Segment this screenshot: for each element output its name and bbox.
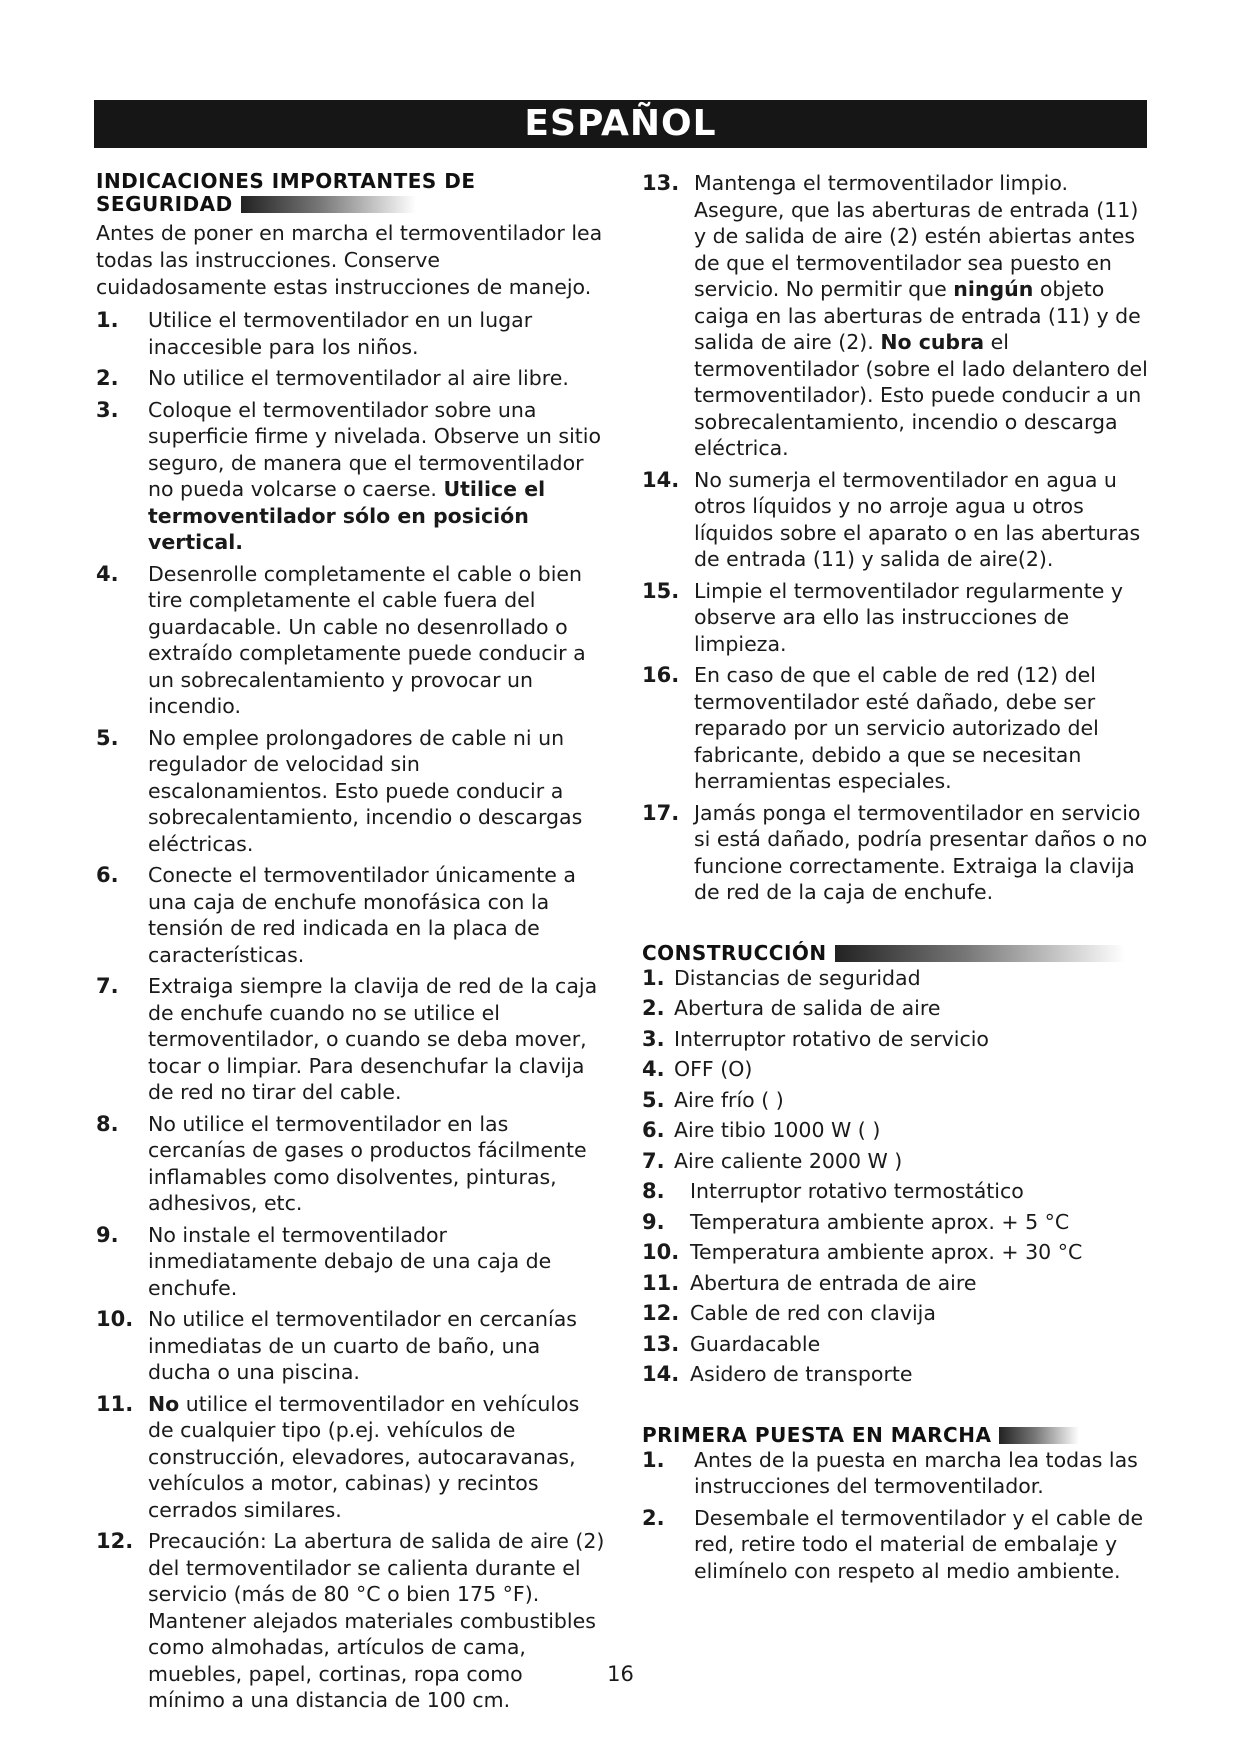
item-number: 5. xyxy=(96,725,119,750)
list-item xyxy=(642,1026,1152,1053)
list-item xyxy=(642,170,1152,462)
item-number: 10. xyxy=(642,1240,680,1264)
item-number: 2. xyxy=(642,1505,665,1530)
item-text: Interruptor rotativo de servicio xyxy=(674,1026,989,1051)
list-item xyxy=(642,1361,1152,1388)
item-text: Conecte el termoventilador únicamente a una caja de enchufe monofásica con la tensión de red indicada en la placa de características. xyxy=(148,863,576,967)
item-number: 13. xyxy=(642,1331,680,1356)
safety-intro: Antes de poner en marcha el termoventilador lea todas las instrucciones. Conserve cuidadosamente estas instrucciones de manejo. xyxy=(96,221,603,299)
list-item xyxy=(96,365,606,392)
list-item xyxy=(642,800,1152,906)
item-text: Cable de red con clavija xyxy=(690,1301,936,1325)
list-item xyxy=(96,1391,606,1524)
list-item xyxy=(642,578,1152,658)
safety-heading-text: INDICACIONES IMPORTANTES DE SEGURIDAD xyxy=(96,169,476,216)
item-text: Distancias de seguridad xyxy=(674,965,921,990)
item-number: 5. xyxy=(642,1087,665,1112)
item-bold-text: No cubra xyxy=(880,330,985,354)
item-number: 2. xyxy=(642,996,665,1020)
construction-section xyxy=(642,942,1152,1388)
list-item xyxy=(642,662,1152,795)
first-use-heading-text: PRIMERA PUESTA EN MARCHA xyxy=(642,1422,992,1447)
item-number: 12. xyxy=(96,1529,134,1553)
list-item xyxy=(96,397,606,556)
item-text: Aire caliente 2000 W ) xyxy=(674,1148,903,1173)
item-number: 16. xyxy=(642,663,680,687)
item-text: Desembale el termoventilador y el cable de red, retire todo el material de embalaje y elimínelo con respeto al medio ambiente. xyxy=(694,1505,1144,1583)
item-text: Aire tibio 1000 W ( ) xyxy=(674,1118,881,1142)
item-text: Abertura de salida de aire xyxy=(674,996,941,1020)
item-text: objeto caiga en las aberturas de entrada (11) y de salida de aire (2). xyxy=(694,277,1141,354)
language-banner: ESPAÑOL xyxy=(94,100,1147,148)
item-text: Coloque el termoventilador sobre una superficie firme y nivelada. Observe un sitio seguro, de manera que el termoventilador no pueda volcarse o caerse. xyxy=(148,397,602,501)
heading-bar xyxy=(999,1427,1079,1444)
item-number: 8. xyxy=(96,1111,119,1136)
heading-bar xyxy=(835,945,1125,962)
item-number: 10. xyxy=(96,1307,134,1331)
item-number: 7. xyxy=(96,974,119,998)
item-text: Desenrolle completamente el cable o bien tire completamente el cable fuera del guardacable. Un cable no desenrollado o extraído completamente puede conducir a un sobrecalentamiento y provocar un incendio. xyxy=(148,561,586,718)
item-number: 4. xyxy=(642,1057,665,1081)
item-text: No emplee prolongadores de cable ni un regulador de velocidad sin escalonamientos. Esto puede conducir a sobrecalentamiento, incendio o descargas eléctricas. xyxy=(148,725,583,856)
item-number: 1. xyxy=(642,965,665,990)
list-item xyxy=(642,995,1152,1022)
list-item xyxy=(642,965,1152,992)
list-item xyxy=(96,307,606,360)
item-number: 6. xyxy=(96,863,119,887)
item-text: Interruptor rotativo termostático xyxy=(690,1179,1024,1203)
item-text: Temperatura ambiente aprox. + 30 °C xyxy=(690,1240,1083,1264)
list-item xyxy=(642,1300,1152,1327)
first-use-heading xyxy=(642,1424,1152,1447)
item-text: No sumerja el termoventilador en agua u otros líquidos y no arroje agua u otros líquidos sobre el aparato o en las aberturas de entrada (11) y salida de aire(2). xyxy=(694,467,1141,571)
item-text: No utilice el termoventilador en cercanías inmediatas de un cuarto de baño, una ducha o una piscina. xyxy=(148,1307,577,1384)
list-item xyxy=(642,1447,1152,1500)
construction-heading-text: CONSTRUCCIÓN xyxy=(642,940,827,965)
item-text: Extraiga siempre la clavija de red de la caja de enchufe cuando no se utilice el termoventilador, o cuando se deba mover, tocar o limpiar. Para desenchufar la clavija de red no tirar del cable. xyxy=(148,974,598,1104)
list-item xyxy=(96,1111,606,1217)
right-column xyxy=(642,170,1152,1589)
item-number: 7. xyxy=(642,1148,665,1173)
list-item xyxy=(642,1239,1152,1266)
item-number: 11. xyxy=(642,1270,680,1295)
item-text: Aire frío ( ) xyxy=(674,1087,784,1112)
item-number: 1. xyxy=(96,308,119,332)
page-number: 16 xyxy=(607,1662,634,1686)
list-item xyxy=(96,561,606,720)
item-number: 3. xyxy=(96,397,119,422)
item-text: Mantenga el termoventilador limpio. Asegure, que las aberturas de entrada (11) y de salida de aire (2) estén abiertas antes de que el termoventilador sea puesto en servicio. No permitir que xyxy=(694,171,1139,301)
item-number: 14. xyxy=(642,467,680,492)
item-text: Abertura de entrada de aire xyxy=(690,1270,977,1295)
list-item xyxy=(642,467,1152,573)
list-item xyxy=(642,1505,1152,1585)
item-text: Guardacable xyxy=(690,1331,821,1356)
first-use-section xyxy=(642,1424,1152,1585)
construction-list xyxy=(642,965,1152,1388)
item-bold-lead: No xyxy=(148,1391,180,1416)
item-number: 6. xyxy=(642,1118,665,1142)
item-number: 15. xyxy=(642,578,680,603)
item-text: No utilice el termoventilador al aire libre. xyxy=(148,366,569,390)
item-text: el termoventilador (sobre el lado delantero del termoventilador). Esto puede conducir a un sobrecalentamiento, incendio o descarga eléctrica. xyxy=(694,330,1148,460)
first-use-list xyxy=(642,1447,1152,1585)
item-text: utilice el termoventilador en vehículos de cualquier tipo (p.ej. vehículos de construcción, elevadores, autocaravanas, vehículos a motor, cabinas) y recintos cerrados similares. xyxy=(148,1391,580,1522)
list-item xyxy=(642,1056,1152,1083)
item-number: 12. xyxy=(642,1301,680,1325)
item-number: 3. xyxy=(642,1026,665,1051)
list-item xyxy=(642,1087,1152,1114)
item-number: 14. xyxy=(642,1362,680,1386)
item-number: 9. xyxy=(96,1222,119,1247)
item-number: 9. xyxy=(642,1209,665,1234)
item-text: Asidero de transporte xyxy=(690,1362,913,1386)
item-text: En caso de que el cable de red (12) del termoventilador esté dañado, debe ser reparado por un servicio autorizado del fabricante, debido a que se necesitan herramientas especiales. xyxy=(694,663,1099,793)
safety-list xyxy=(96,307,606,1714)
list-item xyxy=(96,973,606,1106)
item-number: 1. xyxy=(642,1447,665,1472)
safety-heading xyxy=(96,170,606,216)
item-number: 11. xyxy=(96,1391,134,1416)
left-column xyxy=(96,170,606,1719)
item-number: 4. xyxy=(96,561,119,586)
item-text: Temperatura ambiente aprox. + 5 °C xyxy=(690,1209,1070,1234)
item-number: 13. xyxy=(642,171,680,195)
list-item xyxy=(96,862,606,968)
safety-list-continued xyxy=(642,170,1152,906)
list-item xyxy=(642,1331,1152,1358)
list-item xyxy=(96,725,606,858)
item-text: Precaución: La abertura de salida de aire (2) del termoventilador se calienta durante el servicio (más de 80 °C o bien 175 °F). Mantener alejados materiales combustibles como almohadas, artículos de cama, muebles, papel, cortinas, ropa como mínimo a una distancia de 100 cm. xyxy=(148,1529,605,1712)
item-text: No instale el termoventilador inmediatamente debajo de una caja de enchufe. xyxy=(148,1222,552,1300)
list-item xyxy=(96,1222,606,1302)
item-text: OFF (O) xyxy=(674,1057,753,1081)
list-item xyxy=(642,1178,1152,1205)
item-number: 17. xyxy=(642,800,680,825)
heading-bar xyxy=(241,196,416,213)
item-bold-text: ningún xyxy=(953,277,1034,301)
construction-heading xyxy=(642,942,1152,965)
list-item xyxy=(642,1209,1152,1236)
item-text: No utilice el termoventilador en las cercanías de gases o productos fácilmente inflamables como disolventes, pinturas, adhesivos, etc. xyxy=(148,1111,587,1215)
list-item xyxy=(96,1306,606,1386)
item-text: Utilice el termoventilador en un lugar inaccesible para los niños. xyxy=(148,308,533,359)
item-number: 2. xyxy=(96,366,119,390)
item-number: 8. xyxy=(642,1179,665,1203)
list-item xyxy=(642,1148,1152,1175)
item-bold-text: Utilice el termoventilador sólo en posición vertical. xyxy=(148,477,546,554)
item-text: Limpie el termoventilador regularmente y observe ara ello las instrucciones de limpieza. xyxy=(694,578,1123,656)
item-text: Jamás ponga el termoventilador en servicio si está dañado, podría presentar daños o no funcione correctamente. Extraiga la clavija de red de la caja de enchufe. xyxy=(694,800,1148,904)
list-item xyxy=(642,1270,1152,1297)
list-item xyxy=(642,1117,1152,1144)
item-text: Antes de la puesta en marcha lea todas las instrucciones del termoventilador. xyxy=(694,1447,1138,1498)
